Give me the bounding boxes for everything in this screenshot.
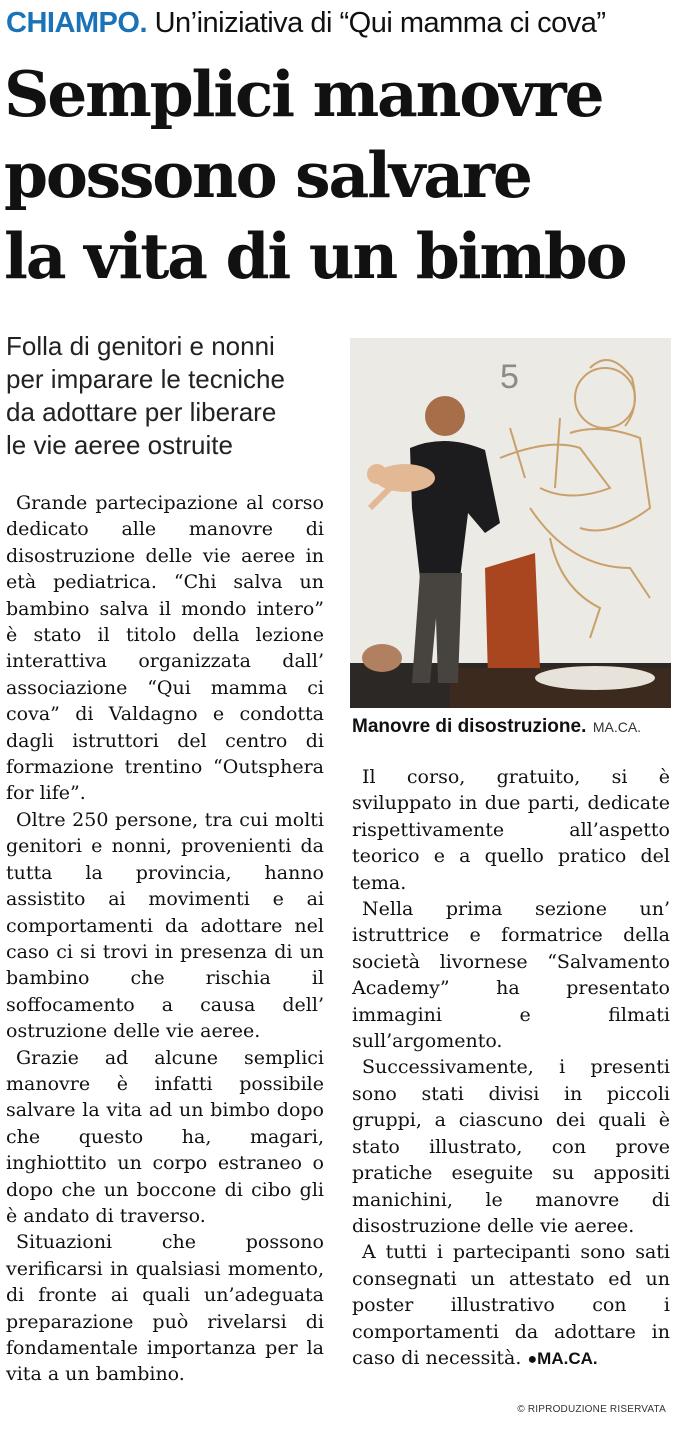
body-paragraph-text: A tutti i partecipanti sono sati consegnati un attestato ed un poster illustrativo con i comportamenti da adottare in caso di necessità. — [352, 1241, 670, 1369]
summary-line: da adottare per liberare — [6, 397, 277, 427]
kicker — [6, 6, 676, 40]
summary-line: le vie aeree ostruite — [6, 430, 233, 460]
article-column-right — [352, 764, 670, 1373]
kicker-subtitle: Un’iniziativa di “Qui mamma ci cova” — [154, 7, 606, 39]
article-column-left — [6, 490, 324, 1388]
kicker-separator: . — [139, 7, 148, 39]
body-paragraph: Oltre 250 persone, tra cui molti genitori e nonni, provenienti da tutta la provincia, hanno assistito ai movimenti e ai comportamenti da adottare nel caso ci si trovi in presenza di un bambino che rischia il soffocamento a causa dell’ ostruzione delle vie aeree. — [6, 808, 324, 1043]
summary — [6, 330, 336, 462]
body-paragraph: Situazioni che possono verificarsi in qualsiasi momento, di fronte ai quali un’adeguata preparazione può rivelarsi di fondamentale importanza per la vita a un bambino. — [6, 1231, 324, 1386]
body-paragraph: Nella prima sezione un’ istruttrice e formatrice della società livornese “Salvamento Academy” ha presentato immagini e filmati sull’argomento. — [352, 898, 670, 1053]
body-paragraph: Il corso, gratuito, si è sviluppato in due parti, dedicate rispettivamente all’aspetto teorico e a quello pratico del tema. — [352, 766, 670, 894]
headline-line: Semplici manovre — [4, 57, 603, 131]
headline-line: la vita di un bimbo — [4, 219, 626, 293]
slide-number: 5 — [500, 358, 519, 396]
headline-line: possono salvare — [4, 138, 531, 212]
body-paragraph-final — [352, 1239, 670, 1373]
caption-credit: MA.CA. — [592, 719, 642, 735]
summary-line: per imparare le tecniche — [6, 364, 285, 394]
body-paragraph: Grande partecipazione al corso dedicato alle manovre di disostruzione delle vie aeree in età pediatrica. “Chi salva un bambino salva il mondo intero” è stato il titolo della lezione interattiva organizzata dall’ associazione “Qui mamma ci cova” di Valdagno e condotta dagli istruttori del centro di formazione trentino “Outsphera for life”. — [6, 492, 324, 805]
body-paragraph: Successivamente, i presenti sono stati divisi in piccoli gruppi, a ciascuno dei quali è stato illustrato, con prove pratiche eseguite su appositi manichini, le manovre di disostruzione delle vie aeree. — [352, 1056, 670, 1237]
summary-line: Folla di genitori e nonni — [6, 331, 275, 361]
caption-text: Manovre di disostruzione. — [352, 716, 587, 737]
signature-text: MA.CA. — [537, 1348, 598, 1368]
copyright-notice: © RIPRODUZIONE RISERVATA — [517, 1404, 666, 1415]
headline — [4, 54, 676, 297]
article-photo — [350, 338, 671, 708]
photo-caption — [352, 716, 676, 738]
author-signature — [527, 1349, 597, 1368]
body-paragraph: Grazie ad alcune semplici manovre è infatti possibile salvare la vita ad un bimbo dopo che questo ha, magari, inghiottito un corpo estraneo o dopo che un boccone di cibo gli è andato di traverso. — [6, 1046, 324, 1227]
photo-illustration — [350, 338, 671, 708]
filled-circle-icon: ● — [527, 1350, 538, 1368]
kicker-place: CHIAMPO — [6, 7, 140, 39]
